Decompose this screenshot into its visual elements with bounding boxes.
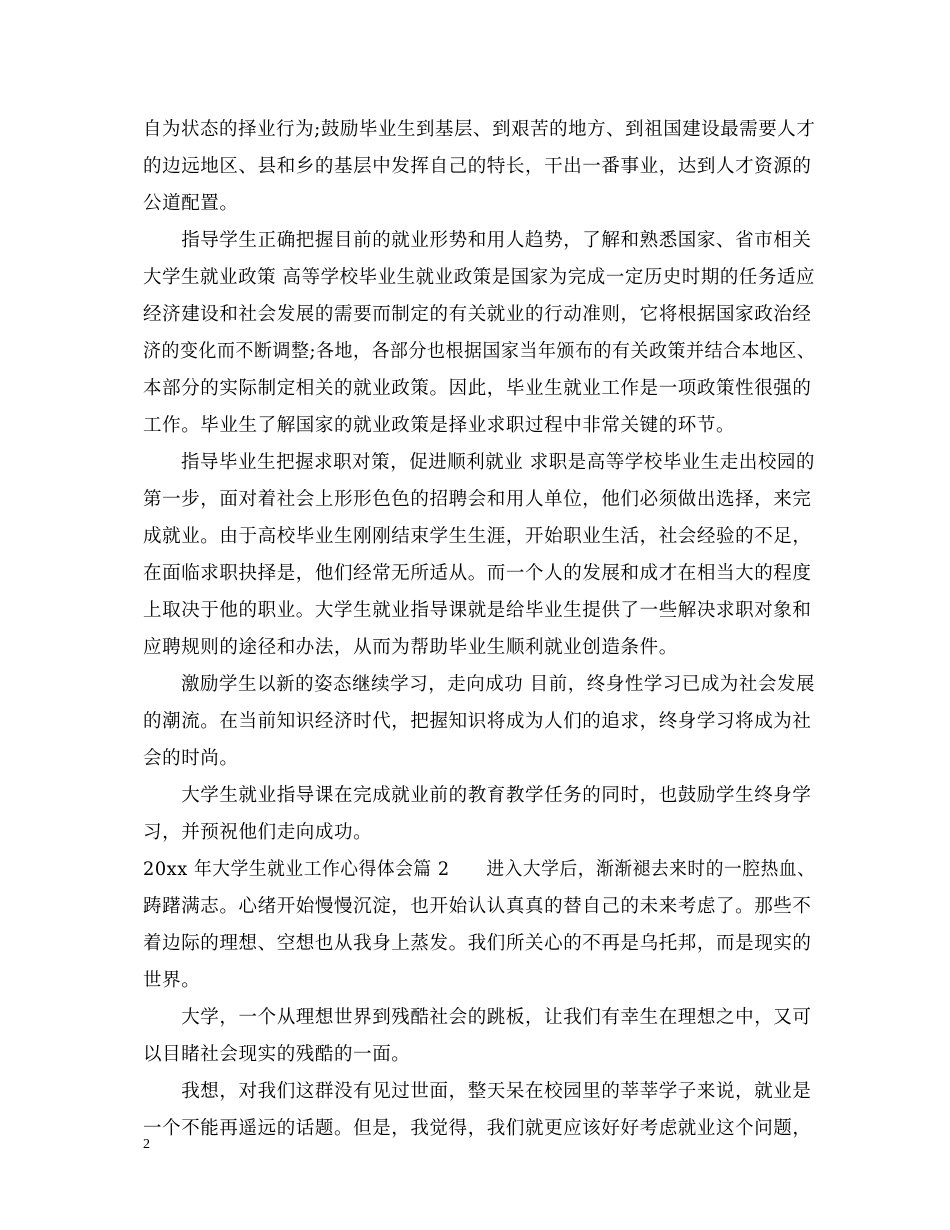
text-line: 济的变化而不断调整;各地，各部分也根据国家当年颁布的有关政策并结合本地区、 (143, 341, 816, 362)
text-line: 大学生就业指导课在完成就业前的教育教学任务的同时，也鼓励学生终身学 (143, 785, 812, 806)
text-line: 我想，对我们这群没有见过世面，整天呆在校园里的莘莘学子来说，就业是 (143, 1081, 812, 1102)
text-line: 的边远地区、县和乡的基层中发挥自己的特长，干出一番事业，达到人才资源的 (143, 156, 812, 177)
text-line: 着边际的理想、空想也从我身上蒸发。我们所关心的不再是乌托邦，而是现实的 (143, 933, 812, 954)
text-line: 上取决于他的职业。大学生就业指导课就是给毕业生提供了一些解决求职对象和 (143, 600, 812, 621)
text-line: 习，并预祝他们走向成功。 (143, 822, 373, 843)
text-line: 会的时尚。 (143, 748, 239, 769)
text-line: 大学，一个从理想世界到残酷社会的跳板，让我们有幸生在理想之中，又可 (143, 1007, 812, 1028)
text-line: 以目睹社会现实的残酷的一面。 (143, 1044, 411, 1065)
text-line: 经济建设和社会发展的需要而制定的有关就业的行动准则，它将根据国家政治经 (143, 304, 812, 325)
text-line: 大学生就业政策 高等学校毕业生就业政策是国家为完成一定历史时期的任务适应 (143, 267, 815, 288)
text-line: 工作。毕业生了解国家的就业政策是择业求职过程中非常关键的环节。 (143, 415, 736, 436)
text-line: 本部分的实际制定相关的就业政策。因此，毕业生就业工作是一项政策性很强的 (143, 378, 812, 399)
page-number: 2 (143, 1137, 150, 1152)
text-line: 踌躇满志。心绪开始慢慢沉淀，也开始认认真真的替自己的未来考虑了。那些不 (143, 896, 812, 917)
text-line: 应聘规则的途径和办法，从而为帮助毕业生顺利就业创造条件。 (143, 637, 678, 658)
text-line: 指导毕业生把握求职对策，促进顺利就业 求职是高等学校毕业生走出校园的 (143, 452, 815, 473)
text-line: 激励学生以新的姿态继续学习，走向成功 目前，终身性学习已成为社会发展 (143, 674, 815, 695)
text-line: 公道配置。 (143, 193, 239, 214)
text-line: 自为状态的择业行为;鼓励毕业生到基层、到艰苦的地方、到祖国建设最需要人才 (143, 119, 816, 140)
text-line: 指导学生正确把握目前的就业形势和用人趋势，了解和熟悉国家、省市相关 (143, 230, 812, 251)
text-line: 世界。 (143, 970, 201, 991)
text-line: 一个不能再遥远的话题。但是，我觉得，我们就更应该好好考虑就业这个问题， (143, 1118, 812, 1139)
text-line: 的潮流。在当前知识经济时代，把握知识将成为人们的追求，终身学习将成为社 (143, 711, 812, 732)
text-line: 在面临求职抉择是，他们经常无所适从。而一个人的发展和成才在相当大的程度 (143, 563, 812, 584)
text-line: 20xx 年大学生就业工作心得体会篇 2 进入大学后，渐渐褪去来时的一腔热血、 (143, 859, 816, 880)
text-line: 成就业。由于高校毕业生刚刚结束学生生涯，开始职业生活，社会经验的不足， (143, 526, 812, 547)
text-line: 第一步，面对着社会上形形色色的招聘会和用人单位，他们必须做出选择，来完 (143, 489, 812, 510)
